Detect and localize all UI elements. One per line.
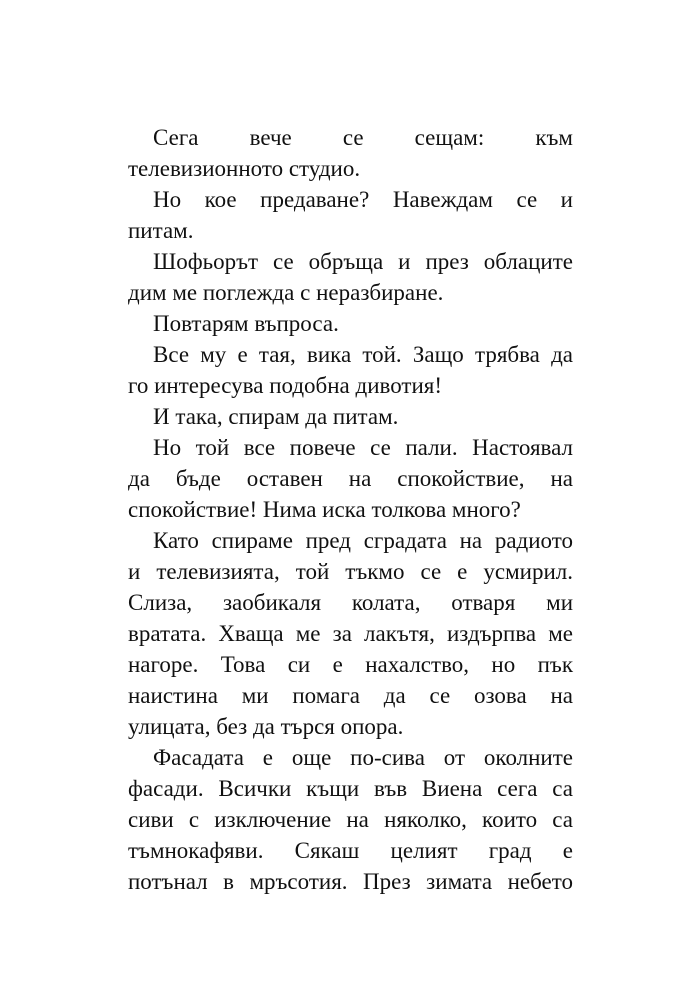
text-line: Повтарям въпроса. <box>153 311 339 336</box>
text-line: Сега вече се сещам: към <box>153 125 573 150</box>
paragraph-9 <box>128 742 573 897</box>
text-line: сиви с изключение на няколко, които са <box>128 807 573 832</box>
text-line: наистина ми помага да се озова на <box>128 683 573 708</box>
paragraph-7 <box>128 432 573 525</box>
paragraph-5 <box>128 339 573 401</box>
page-text <box>128 122 573 897</box>
text-line: и телевизията, той тъкмо се е усмирил. <box>128 559 573 584</box>
text-line: Но кое предаване? Навеждам се и <box>153 187 573 212</box>
text-line: Все му е тая, вика той. Защо трябва да <box>153 342 573 367</box>
text-line: Но той все повече се пали. Настоявал <box>153 435 573 460</box>
paragraph-8 <box>128 525 573 742</box>
paragraph-2 <box>128 184 573 246</box>
text-line: нагоре. Това си е нахалство, но пък <box>128 652 573 677</box>
text-line: тъмнокафяви. Сякаш целият град е <box>128 838 573 863</box>
text-line: фасади. Всички къщи във Виена сега са <box>128 776 573 801</box>
text-line: го интересува подобна дивотия! <box>128 373 443 398</box>
text-line: улицата, без да търся опора. <box>128 714 404 739</box>
text-line: И така, спирам да питам. <box>153 404 399 429</box>
text-line: потънал в мръсотия. През зимата небето <box>128 869 573 894</box>
text-line: вратата. Хваща ме за лакътя, издърпва ме <box>128 621 573 646</box>
text-line: Фасадата е още по-сива от околните <box>153 745 573 770</box>
text-line: Като спираме пред сградата на радиото <box>153 528 573 553</box>
paragraph-6 <box>128 401 573 432</box>
text-line: дим ме поглежда с неразбиране. <box>128 280 444 305</box>
text-line: спокойствие! Нима иска толкова много? <box>128 497 521 522</box>
text-line: Слиза, заобикаля колата, отваря ми <box>128 590 573 615</box>
paragraph-4 <box>128 308 573 339</box>
text-line: да бъде оставен на спокойствие, на <box>128 466 573 491</box>
paragraph-1 <box>128 122 573 184</box>
paragraph-3 <box>128 246 573 308</box>
text-line: телевизионното студио. <box>128 156 361 181</box>
text-line: Шофьорът се обръща и през облаците <box>153 249 573 274</box>
text-line: питам. <box>128 218 194 243</box>
